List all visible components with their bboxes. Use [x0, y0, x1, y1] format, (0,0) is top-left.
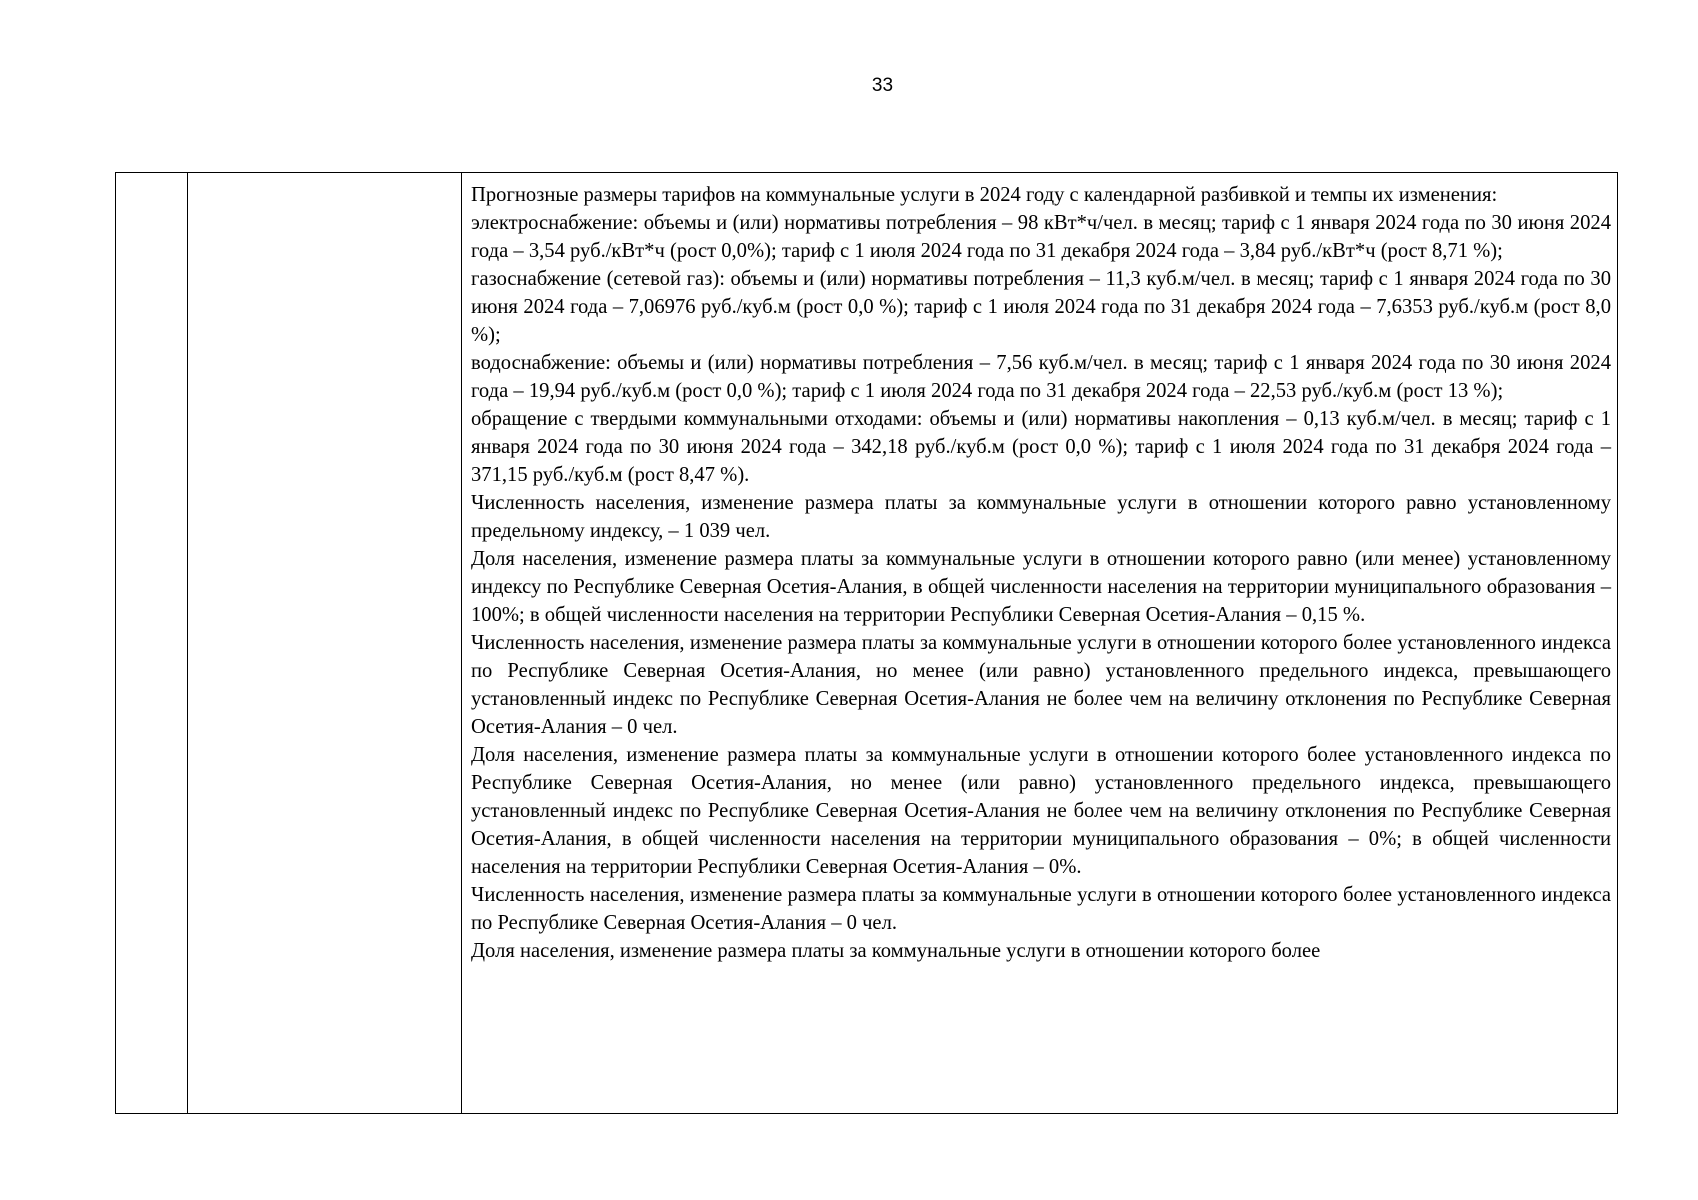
paragraph-gas: газоснабжение (сетевой газ): объемы и (или) нормативы потребления – 11,3 куб.м/чел. в месяц; тариф с 1 января 2024 года по 30 июня 2024 года – 7,06976 руб./куб.м (рост 0,0 %); тариф с 1 июля 2024 года по 31 декабря 2024 года – 7,6353 руб./куб.м (рост 8,0 %); — [471, 268, 1611, 346]
table-cell-name — [188, 173, 462, 1114]
paragraph-population-more-than-index: Численность населения, изменение размера платы за коммунальные услуги в отношении которого более установленного индекса по Республике Северная Осетия-Алания – 0 чел. — [471, 884, 1611, 934]
paragraph-solid-waste: обращение с твердыми коммунальными отходами: объемы и (или) нормативы накопления – 0,13 куб.м/чел. в месяц; тариф с 1 января 2024 года по 30 июня 2024 года – 342,18 руб./куб.м (рост 0,0 %); тариф с 1 июля 2024 года по 31 декабря 2024 года –371,15 руб./куб.м (рост 8,47 %). — [471, 408, 1611, 486]
paragraph-share-equal-or-less: Доля населения, изменение размера платы за коммунальные услуги в отношении которого равно (или менее) установленному индексу по Республике Северная Осетия-Алания, в общей численности населения на территории муниципального образования – 100%; в общей численности населения на территории Республики Северная Осетия-Алания – 0,15 %. — [471, 548, 1611, 626]
table-row — [116, 173, 1618, 1114]
paragraph-population-limit-index: Численность населения, изменение размера платы за коммунальные услуги в отношении которого равно установленному предельному индексу, – 1 039 чел. — [471, 492, 1611, 542]
page-number: 33 — [871, 75, 894, 96]
paragraph-water: водоснабжение: объемы и (или) нормативы потребления – 7,56 куб.м/чел. в месяц; тариф с 1 января 2024 года по 30 июня 2024 года – 19,94 руб./куб.м (рост 0,0 %); тариф с 1 июля 2024 года по 31 декабря 2024 года – 22,53 руб./куб.м (рост 13 %); — [471, 352, 1611, 402]
paragraph-population-above-index: Численность населения, изменение размера платы за коммунальные услуги в отношении которого более установленного индекса по Республике Северная Осетия-Алания, но менее (или равно) установленного предельного индекса, превышающего установленный индекс по Республике Северная Осетия-Алания не более чем на величину отклонения по Республике Северная Осетия-Алания – 0 чел. — [471, 632, 1611, 738]
paragraph-share-above-index: Доля населения, изменение размера платы за коммунальные услуги в отношении которого более установленного индекса по Республике Северная Осетия-Алания, но менее (или равно) установленного предельного индекса, превышающего установленный индекс по Республике Северная Осетия-Алания не более чем на величину отклонения по Республике Северная Осетия-Алания, в общей численности населения на территории муниципального образования – 0%; в общей численности населения на территории Республики Северная Осетия-Алания – 0%. — [471, 744, 1611, 878]
paragraph-tariffs-intro: Прогнозные размеры тарифов на коммунальные услуги в 2024 году с календарной разбивкой и темпы их изменения: — [471, 184, 1498, 206]
table-cell-number — [116, 173, 188, 1114]
paragraph-share-more-than-index: Доля населения, изменение размера платы за коммунальные услуги в отношении которого более — [471, 940, 1321, 962]
paragraph-electricity: электроснабжение: объемы и (или) нормативы потребления – 98 кВт*ч/чел. в месяц; тариф с 1 января 2024 года по 30 июня 2024 года – 3,54 руб./кВт*ч (рост 0,0%); тариф с 1 июля 2024 года по 31 декабря 2024 года – 3,84 руб./кВт*ч (рост 8,71 %); — [471, 212, 1611, 262]
document-table — [115, 172, 1618, 1114]
table-cell-description — [462, 173, 1618, 1114]
cell-text-block — [462, 173, 1617, 1113]
